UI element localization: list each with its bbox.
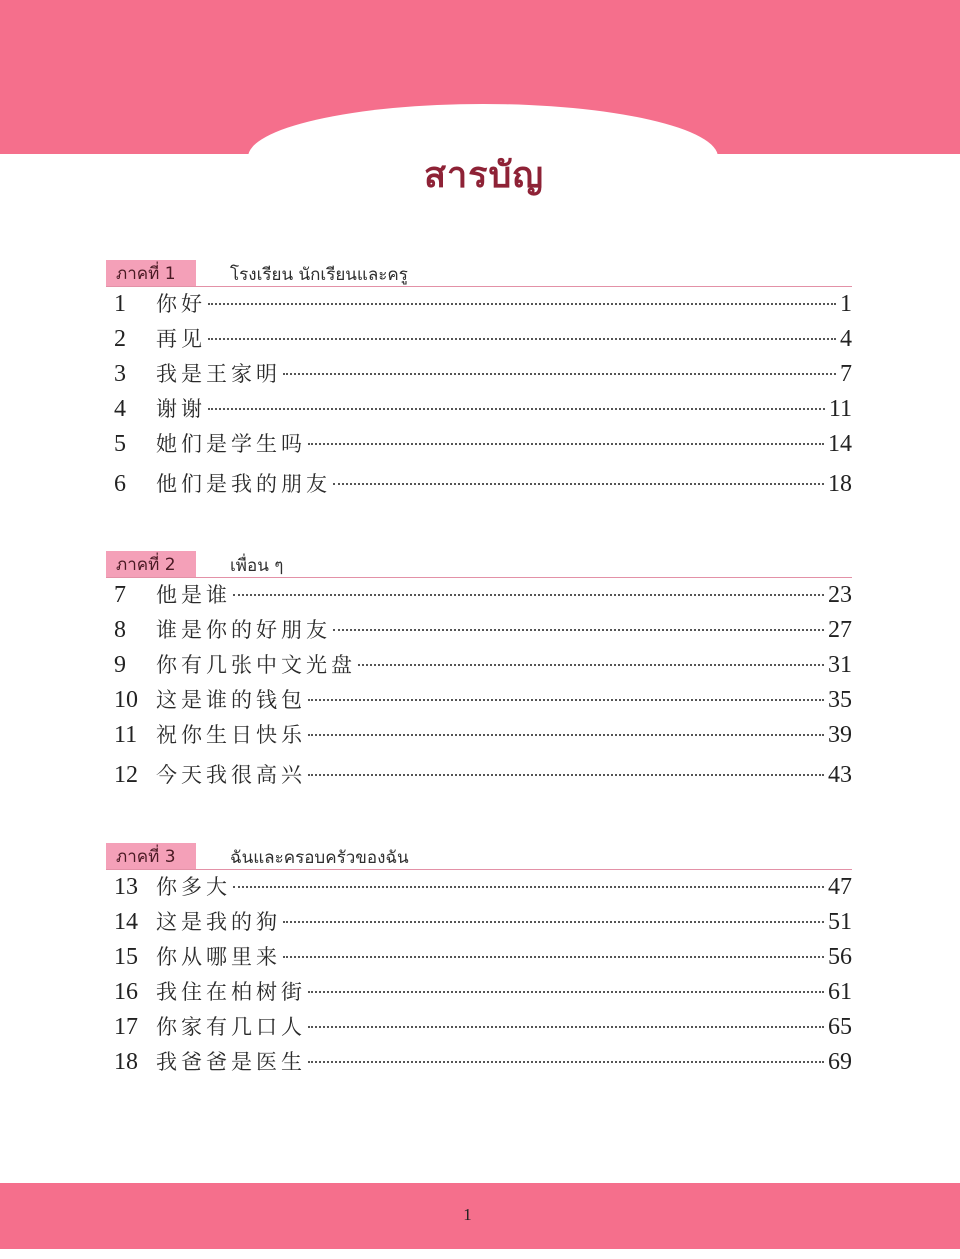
page-title: สารบัญ (423, 155, 545, 196)
page-number: 11 (828, 396, 852, 422)
toc-entry[interactable] (106, 870, 852, 905)
lesson-number: 15 (114, 944, 138, 970)
section-header (106, 843, 852, 870)
lesson-number: 9 (114, 652, 126, 678)
section-header (106, 260, 852, 287)
dot-leader (283, 956, 824, 958)
dot-leader (308, 991, 824, 993)
lesson-number: 3 (114, 361, 126, 387)
dot-leader (308, 699, 824, 701)
section-1 (106, 260, 852, 502)
dot-leader (208, 408, 825, 410)
page-number: 23 (828, 582, 852, 608)
dot-leader (233, 886, 824, 888)
lesson-number: 5 (114, 431, 126, 457)
toc-entry[interactable] (106, 648, 852, 683)
page-number: 65 (828, 1014, 852, 1040)
lesson-number: 4 (114, 396, 126, 422)
toc-entry[interactable] (106, 905, 852, 940)
page-number: 56 (828, 944, 852, 970)
toc-entry[interactable] (106, 1010, 852, 1045)
page-number: 43 (828, 762, 852, 788)
toc-entry[interactable] (106, 613, 852, 648)
section-badge: ภาคที่ 3 (106, 843, 196, 869)
toc-entry[interactable] (106, 683, 852, 718)
lesson-number: 16 (114, 979, 138, 1005)
section-2 (106, 551, 852, 793)
dot-leader (283, 921, 824, 923)
dot-leader (208, 338, 836, 340)
folio-page-number: 1 (463, 1205, 472, 1224)
lesson-title: 你好 (156, 292, 206, 316)
lesson-title: 你从哪里来 (156, 945, 281, 969)
section-badge: ภาคที่ 2 (106, 551, 196, 577)
section-title: โรงเรียน นักเรียนและครู (230, 265, 408, 285)
dot-leader (333, 629, 824, 631)
page-number: 35 (828, 687, 852, 713)
lesson-title: 再见 (156, 327, 206, 351)
lesson-title: 她们是学生吗 (156, 432, 306, 456)
lesson-title: 谢谢 (156, 397, 206, 421)
page-number: 51 (828, 909, 852, 935)
dot-leader (308, 774, 824, 776)
toc-entry[interactable] (106, 287, 852, 322)
lesson-title: 今天我很高兴 (156, 763, 306, 787)
lesson-number: 17 (114, 1014, 138, 1040)
toc-entry[interactable] (106, 578, 852, 613)
page-number: 47 (828, 874, 852, 900)
section-header (106, 551, 852, 578)
dot-leader (308, 443, 824, 445)
page-number: 31 (828, 652, 852, 678)
dot-leader (208, 303, 836, 305)
lesson-title: 祝你生日快乐 (156, 723, 306, 747)
toc-entry[interactable] (106, 462, 852, 502)
lesson-number: 12 (114, 762, 138, 788)
lesson-title: 你多大 (156, 875, 231, 899)
dot-leader (283, 373, 836, 375)
lesson-title: 这是谁的钱包 (156, 688, 306, 712)
toc-entry[interactable] (106, 940, 852, 975)
toc-entry[interactable] (106, 322, 852, 357)
toc-list (106, 870, 852, 1080)
lesson-title: 谁是你的好朋友 (156, 618, 331, 642)
page-number: 18 (828, 471, 852, 497)
lesson-title: 他是谁 (156, 583, 231, 607)
dot-leader (308, 734, 824, 736)
dot-leader (308, 1026, 824, 1028)
toc-entry[interactable] (106, 357, 852, 392)
lesson-title: 你家有几口人 (156, 1015, 306, 1039)
page-number: 39 (828, 722, 852, 748)
lesson-number: 8 (114, 617, 126, 643)
lesson-number: 14 (114, 909, 138, 935)
page-number: 7 (840, 361, 852, 387)
toc-entry[interactable] (106, 718, 852, 753)
lesson-title: 我爸爸是医生 (156, 1050, 306, 1074)
lesson-title: 你有几张中文光盘 (156, 653, 356, 677)
dot-leader (333, 483, 824, 485)
lesson-title: 这是我的狗 (156, 910, 281, 934)
page-number: 4 (840, 326, 852, 352)
lesson-number: 6 (114, 471, 126, 497)
lesson-title: 他们是我的朋友 (156, 472, 331, 496)
page-number: 14 (828, 431, 852, 457)
page-number: 61 (828, 979, 852, 1005)
lesson-number: 10 (114, 687, 138, 713)
lesson-title: 我是王家明 (156, 362, 281, 386)
lesson-title: 我住在柏树街 (156, 980, 306, 1004)
lesson-number: 2 (114, 326, 126, 352)
dot-leader (308, 1061, 824, 1063)
lesson-number: 18 (114, 1049, 138, 1075)
section-title: เพื่อน ๆ (230, 556, 284, 576)
page-number: 1 (840, 291, 852, 317)
section-title: ฉันและครอบครัวของฉัน (230, 848, 409, 868)
dot-leader (233, 594, 824, 596)
section-badge: ภาคที่ 1 (106, 260, 196, 286)
toc-entry[interactable] (106, 975, 852, 1010)
lesson-number: 7 (114, 582, 126, 608)
dot-leader (358, 664, 824, 666)
page-number: 69 (828, 1049, 852, 1075)
toc-list (106, 578, 852, 793)
toc-entry[interactable] (106, 427, 852, 462)
section-3 (106, 843, 852, 1080)
lesson-number: 11 (114, 722, 138, 748)
toc-list (106, 287, 852, 502)
toc-entry[interactable] (106, 392, 852, 427)
page-number: 27 (828, 617, 852, 643)
lesson-number: 1 (114, 291, 126, 317)
toc-entry[interactable] (106, 1045, 852, 1080)
toc-entry[interactable] (106, 753, 852, 793)
lesson-number: 13 (114, 874, 138, 900)
